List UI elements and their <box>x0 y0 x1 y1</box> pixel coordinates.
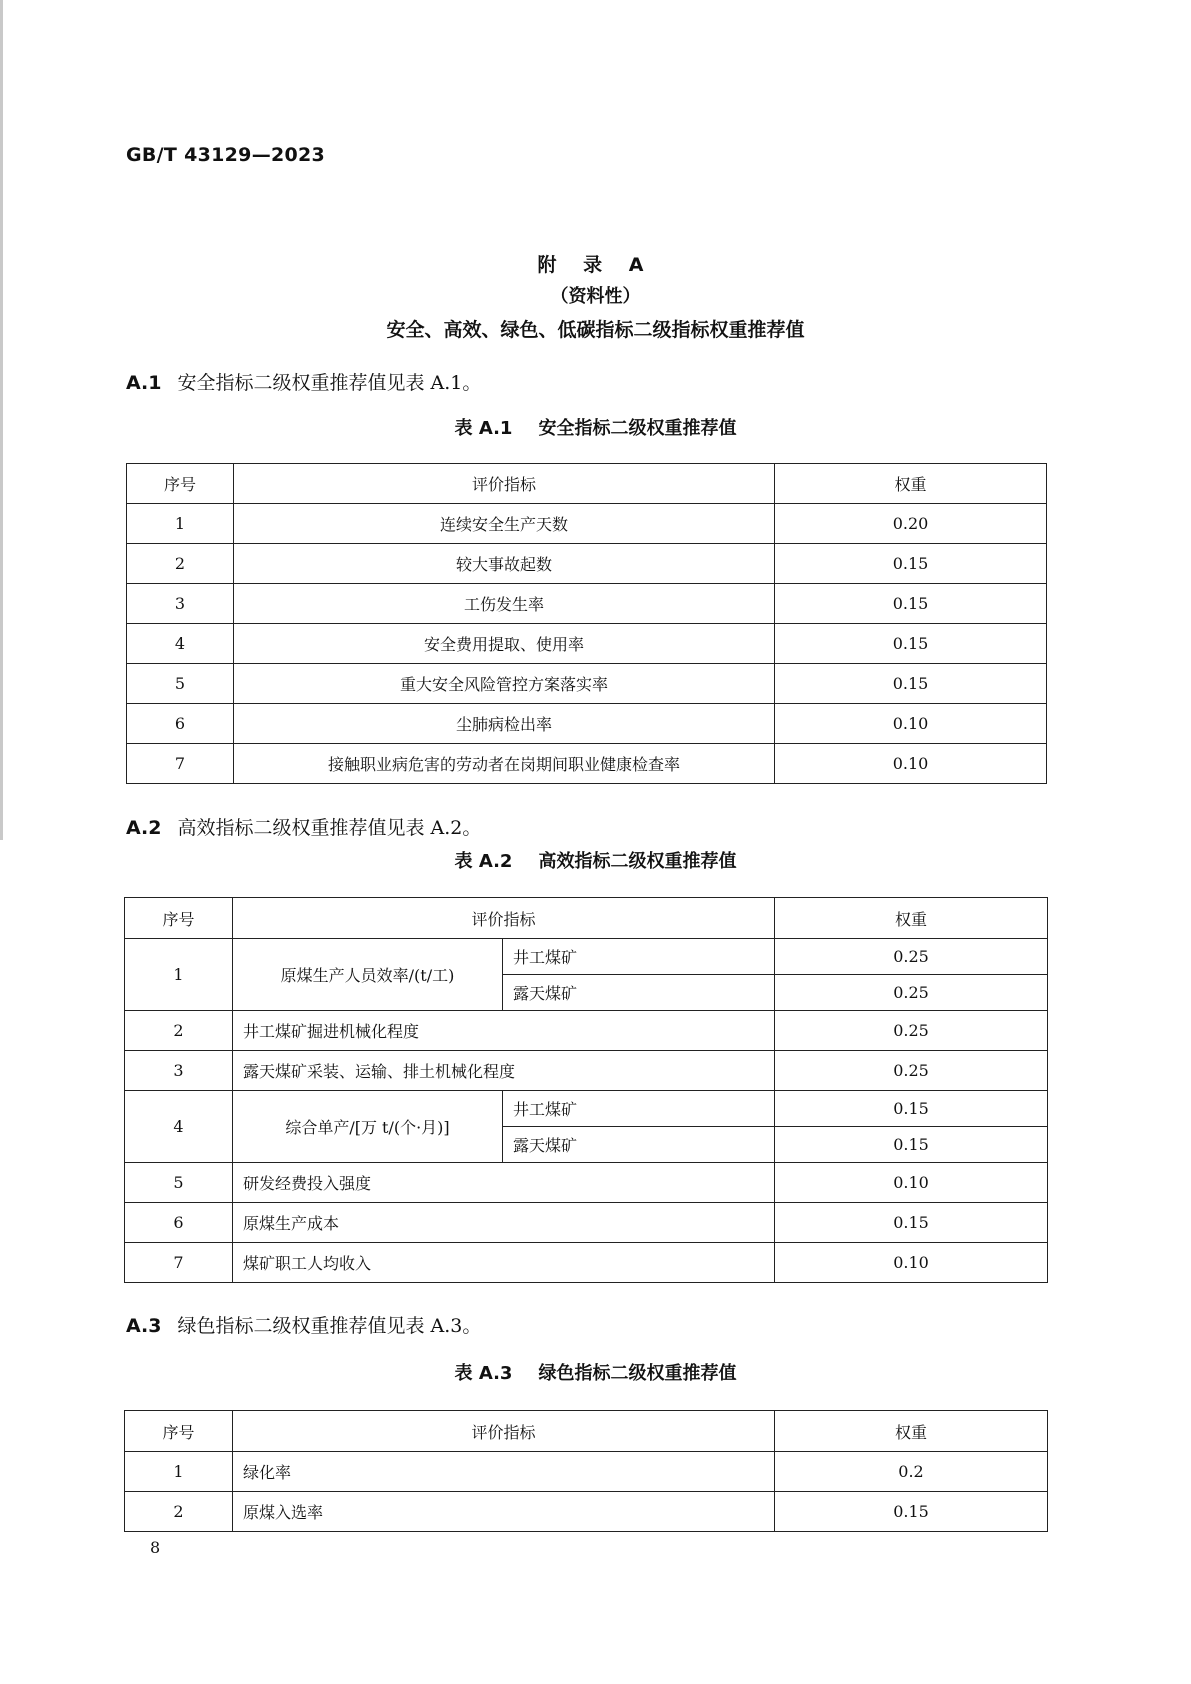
cell-seq: 7 <box>125 1243 233 1283</box>
clause-a1 <box>126 368 481 395</box>
cell-seq: 1 <box>125 939 233 1011</box>
cell-seq: 1 <box>125 1452 233 1492</box>
cell-subindicator: 露天煤矿 <box>503 1127 775 1163</box>
cell-seq: 4 <box>127 624 234 664</box>
table-row <box>125 1203 1048 1243</box>
cell-indicator: 较大事故起数 <box>234 544 775 584</box>
cell-weight: 0.15 <box>775 544 1047 584</box>
table-row <box>125 939 1048 975</box>
table-title: 绿色指标二级权重推荐值 <box>538 1363 737 1384</box>
cell-seq: 4 <box>125 1091 233 1163</box>
table-number: 表 A.2 <box>454 851 513 872</box>
clause-text: 安全指标二级权重推荐值见表 A.1。 <box>177 372 482 394</box>
table-row <box>127 744 1047 784</box>
clause-text: 绿色指标二级权重推荐值见表 A.3。 <box>177 1315 482 1337</box>
table-row <box>125 1091 1048 1127</box>
cell-weight: 0.10 <box>775 1163 1048 1203</box>
clause-a3 <box>126 1311 481 1338</box>
table-a2 <box>124 897 1048 1283</box>
cell-indicator: 井工煤矿掘进机械化程度 <box>233 1011 775 1051</box>
table-header-row <box>125 898 1048 939</box>
cell-indicator: 绿化率 <box>233 1452 775 1492</box>
clause-a2 <box>126 813 481 840</box>
header-weight: 权重 <box>775 1411 1048 1452</box>
cell-seq: 5 <box>127 664 234 704</box>
cell-seq: 2 <box>125 1011 233 1051</box>
table-row <box>125 1492 1048 1532</box>
table-a3-caption <box>0 1359 1191 1385</box>
header-indicator: 评价指标 <box>233 1411 775 1452</box>
cell-weight: 0.15 <box>775 584 1047 624</box>
table-row <box>127 664 1047 704</box>
table-a2-caption <box>0 847 1191 873</box>
cell-indicator: 原煤生产人员效率/(t/工) <box>233 939 503 1011</box>
table-header-row <box>125 1411 1048 1452</box>
table-title: 高效指标二级权重推荐值 <box>538 851 737 872</box>
clause-number: A.3 <box>126 1315 162 1337</box>
table-row <box>127 624 1047 664</box>
table-row <box>127 584 1047 624</box>
table-number: 表 A.3 <box>454 1363 513 1384</box>
cell-subindicator: 井工煤矿 <box>503 1091 775 1127</box>
clause-number: A.1 <box>126 372 162 394</box>
cell-seq: 2 <box>125 1492 233 1532</box>
cell-seq: 5 <box>125 1163 233 1203</box>
cell-indicator: 连续安全生产天数 <box>234 504 775 544</box>
cell-weight: 0.20 <box>775 504 1047 544</box>
cell-weight: 0.25 <box>775 1051 1048 1091</box>
cell-indicator: 原煤生产成本 <box>233 1203 775 1243</box>
table-row <box>125 1243 1048 1283</box>
header-indicator: 评价指标 <box>233 898 775 939</box>
header-seq: 序号 <box>125 898 233 939</box>
cell-weight: 0.10 <box>775 744 1047 784</box>
standard-code: GB/T 43129—2023 <box>126 144 326 166</box>
cell-weight: 0.15 <box>775 624 1047 664</box>
cell-indicator: 露天煤矿采装、运输、排土机械化程度 <box>233 1051 775 1091</box>
cell-weight: 0.15 <box>775 1127 1048 1163</box>
table-row <box>127 544 1047 584</box>
cell-seq: 3 <box>127 584 234 624</box>
cell-weight: 0.25 <box>775 939 1048 975</box>
cell-indicator: 尘肺病检出率 <box>234 704 775 744</box>
table-a1 <box>126 463 1047 784</box>
annex-title: 附 录 A <box>537 254 654 276</box>
clause-text: 高效指标二级权重推荐值见表 A.2。 <box>177 817 482 839</box>
cell-weight: 0.15 <box>775 1203 1048 1243</box>
cell-weight: 0.25 <box>775 1011 1048 1051</box>
cell-weight: 0.10 <box>775 1243 1048 1283</box>
table-row <box>127 704 1047 744</box>
cell-indicator: 接触职业病危害的劳动者在岗期间职业健康检查率 <box>234 744 775 784</box>
cell-indicator: 原煤入选率 <box>233 1492 775 1532</box>
cell-seq: 3 <box>125 1051 233 1091</box>
header-seq: 序号 <box>127 464 234 504</box>
cell-weight: 0.2 <box>775 1452 1048 1492</box>
annex-subtitle: （资料性） <box>550 286 641 307</box>
cell-indicator: 工伤发生率 <box>234 584 775 624</box>
table-a3 <box>124 1410 1048 1532</box>
cell-seq: 6 <box>125 1203 233 1243</box>
cell-indicator: 安全费用提取、使用率 <box>234 624 775 664</box>
table-row <box>125 1051 1048 1091</box>
header-weight: 权重 <box>775 464 1047 504</box>
cell-subindicator: 露天煤矿 <box>503 975 775 1011</box>
cell-weight: 0.15 <box>775 1492 1048 1532</box>
header-indicator: 评价指标 <box>234 464 775 504</box>
cell-indicator: 重大安全风险管控方案落实率 <box>234 664 775 704</box>
table-row <box>125 1163 1048 1203</box>
clause-number: A.2 <box>126 817 162 839</box>
cell-seq: 1 <box>127 504 234 544</box>
page-number: 8 <box>150 1538 161 1557</box>
header-seq: 序号 <box>125 1411 233 1452</box>
cell-weight: 0.15 <box>775 664 1047 704</box>
cell-subindicator: 井工煤矿 <box>503 939 775 975</box>
cell-seq: 2 <box>127 544 234 584</box>
table-title: 安全指标二级权重推荐值 <box>538 418 737 439</box>
cell-weight: 0.10 <box>775 704 1047 744</box>
cell-indicator: 研发经费投入强度 <box>233 1163 775 1203</box>
header-weight: 权重 <box>775 898 1048 939</box>
annex-heading: 安全、高效、绿色、低碳指标二级指标权重推荐值 <box>386 319 805 341</box>
table-row <box>125 1011 1048 1051</box>
table-number: 表 A.1 <box>454 418 513 439</box>
cell-weight: 0.25 <box>775 975 1048 1011</box>
cell-indicator: 综合单产/[万 t/(个·月)] <box>233 1091 503 1163</box>
cell-weight: 0.15 <box>775 1091 1048 1127</box>
cell-seq: 6 <box>127 704 234 744</box>
cell-indicator: 煤矿职工人均收入 <box>233 1243 775 1283</box>
table-header-row <box>127 464 1047 504</box>
cell-seq: 7 <box>127 744 234 784</box>
table-a1-caption <box>0 414 1191 440</box>
table-row <box>125 1452 1048 1492</box>
table-row <box>127 504 1047 544</box>
